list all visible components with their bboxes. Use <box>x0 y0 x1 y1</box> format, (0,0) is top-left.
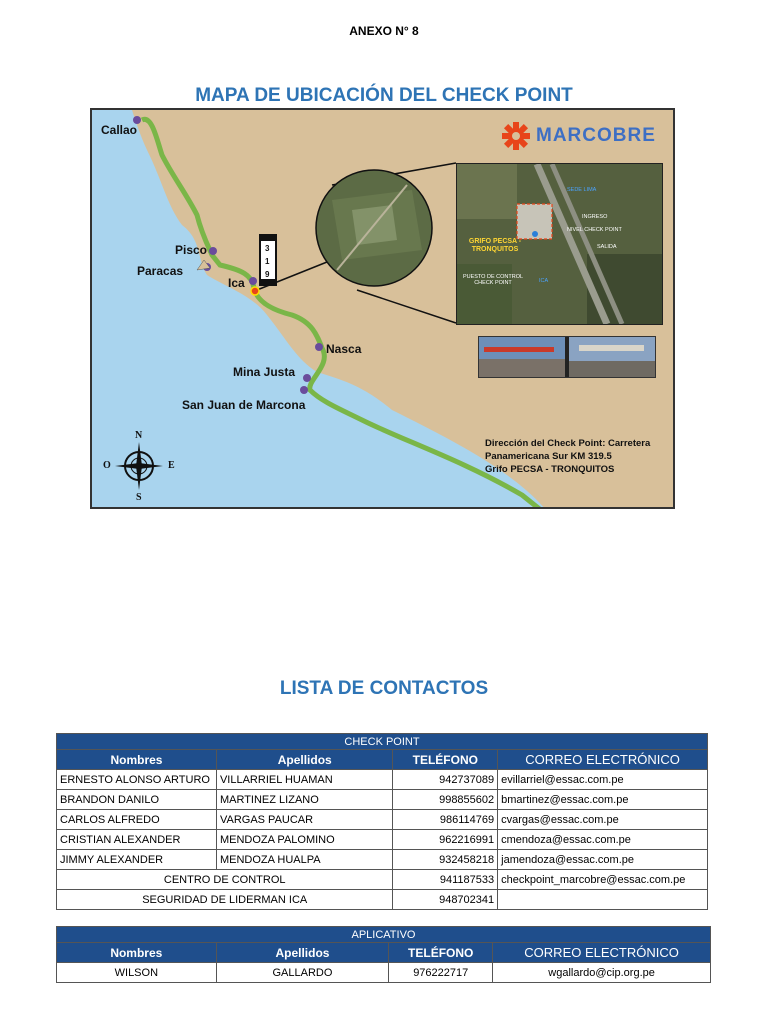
city-label-nasca: Nasca <box>326 342 362 356</box>
city-label-pisco: Pisco <box>175 243 208 257</box>
surname-cell: MARTINEZ LIZANO <box>216 790 392 810</box>
phone-cell: 976222717 <box>389 963 493 983</box>
column-header: Apellidos <box>216 943 389 963</box>
compass-n: N <box>135 430 143 441</box>
compass-s: S <box>136 492 142 503</box>
email-cell[interactable]: cmendoza@essac.com.pe <box>498 830 708 850</box>
sat-label-nivel: NIVEL CHECK POINT <box>567 227 622 233</box>
table-section-title: CHECK POINT <box>57 734 708 750</box>
email-cell[interactable]: wgallardo@cip.org.pe <box>493 963 711 983</box>
sat-label-sede: SEDE LIMA <box>567 187 597 193</box>
phone-cell: 932458218 <box>393 850 498 870</box>
annex-title: ANEXO N° 8 <box>349 24 419 38</box>
column-header: Nombres <box>57 750 217 770</box>
merged-name-cell: CENTRO DE CONTROL <box>57 870 393 890</box>
marcobre-logo <box>500 120 665 152</box>
column-header: TELÉFONO <box>393 750 498 770</box>
checkpoint-address <box>485 437 650 476</box>
address-line: Grifo PECSA - TRONQUITOS <box>485 464 615 475</box>
km-marker-digit: 1 <box>265 257 270 266</box>
checkpoint-table <box>56 733 708 910</box>
phone-cell: 998855602 <box>393 790 498 810</box>
phone-cell: 962216991 <box>393 830 498 850</box>
city-label-paracas: Paracas <box>137 264 184 278</box>
sat-label-salida: SALIDA <box>597 244 617 250</box>
city-label-san-juan: San Juan de Marcona <box>182 398 306 412</box>
phone-cell: 948702341 <box>393 890 498 910</box>
map-title: MAPA DE UBICACIÓN DEL CHECK POINT <box>195 85 573 106</box>
column-header: TELÉFONO <box>389 943 493 963</box>
km-marker-digit: 3 <box>265 244 270 253</box>
column-header: Nombres <box>57 943 217 963</box>
city-dot-pisco <box>209 247 217 255</box>
phone-cell: 986114769 <box>393 810 498 830</box>
brand-name: MARCOBRE <box>536 125 656 146</box>
email-cell <box>498 890 708 910</box>
column-header: CORREO ELECTRÓNICO <box>498 750 708 770</box>
name-cell: CARLOS ALFREDO <box>57 810 217 830</box>
surname-cell: GALLARDO <box>216 963 389 983</box>
photo-strip <box>479 337 655 377</box>
city-label-ica: Ica <box>228 276 245 290</box>
table-row <box>57 850 708 870</box>
name-cell: WILSON <box>57 963 217 983</box>
table-section-title: APLICATIVO <box>57 927 711 943</box>
compass-o: O <box>103 460 111 471</box>
name-cell: BRANDON DANILO <box>57 790 217 810</box>
email-cell[interactable]: bmartinez@essac.com.pe <box>498 790 708 810</box>
compass-rose <box>102 432 182 504</box>
name-cell: CRISTIAN ALEXANDER <box>57 830 217 850</box>
table-row <box>57 870 708 890</box>
city-dot-ica <box>249 277 257 285</box>
city-dot-mina-justa <box>303 374 311 382</box>
city-dot-san-juan <box>300 386 308 394</box>
name-cell: ERNESTO ALONSO ARTURO <box>57 770 217 790</box>
satellite-view <box>456 163 663 325</box>
km-marker-digit: 9 <box>265 270 270 279</box>
surname-cell: VARGAS PAUCAR <box>216 810 392 830</box>
email-cell[interactable]: jamendoza@essac.com.pe <box>498 850 708 870</box>
city-dot-nasca <box>315 343 323 351</box>
table-row <box>57 810 708 830</box>
table-row <box>57 830 708 850</box>
phone-cell: 941187533 <box>393 870 498 890</box>
compass-e: E <box>168 460 175 471</box>
surname-cell: MENDOZA PALOMINO <box>216 830 392 850</box>
table-row <box>57 890 708 910</box>
checkpoint-marker <box>251 287 259 295</box>
city-label-callao: Callao <box>101 123 138 137</box>
column-header: CORREO ELECTRÓNICO <box>493 943 711 963</box>
merged-name-cell: SEGURIDAD DE LIDERMAN ICA <box>57 890 393 910</box>
aplicativo-table <box>56 926 711 983</box>
phone-cell: 942737089 <box>393 770 498 790</box>
surname-cell: MENDOZA HUALPA <box>216 850 392 870</box>
sat-label-grifo: GRIFO PECSA - TRONQUITOS <box>468 238 522 253</box>
name-cell: JIMMY ALEXANDER <box>57 850 217 870</box>
surname-cell: VILLARRIEL HUAMAN <box>216 770 392 790</box>
sat-label-puesto: PUESTO DE CONTROL CHECK POINT <box>462 274 524 286</box>
sat-label-ingreso: INGRESO <box>582 214 608 220</box>
table-row <box>57 770 708 790</box>
address-line: Panamericana Sur KM 319.5 <box>485 451 612 462</box>
table-row <box>57 963 711 983</box>
sat-label-sede2: ICA <box>539 278 549 284</box>
email-cell[interactable]: evillarriel@essac.com.pe <box>498 770 708 790</box>
contacts-title: LISTA DE CONTACTOS <box>279 678 489 699</box>
marcobre-logo-icon <box>500 120 532 152</box>
city-label-mina-justa: Mina Justa <box>233 365 296 379</box>
email-cell[interactable]: cvargas@essac.com.pe <box>498 810 708 830</box>
address-line: Dirección del Check Point: Carretera <box>485 438 651 449</box>
table-row <box>57 790 708 810</box>
checkpoint-photos <box>478 336 656 378</box>
location-map <box>90 108 675 509</box>
email-cell[interactable]: checkpoint_marcobre@essac.com.pe <box>498 870 708 890</box>
column-header: Apellidos <box>216 750 392 770</box>
